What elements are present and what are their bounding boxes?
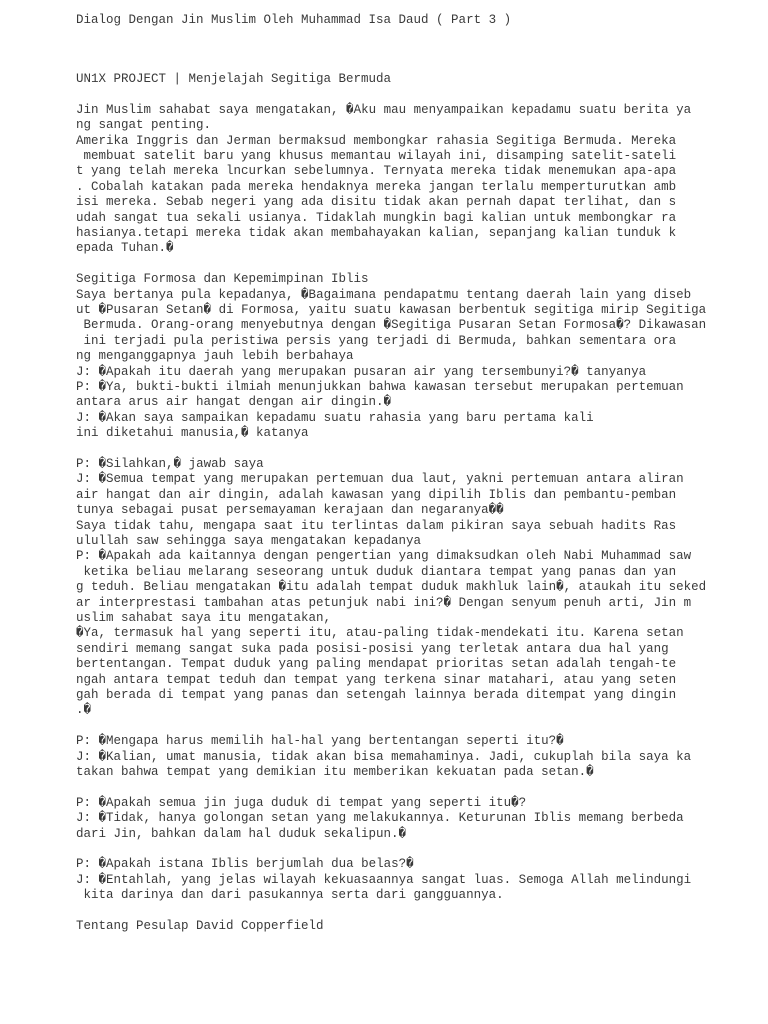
text-line: J: �Apakah itu daerah yang merupakan pusaran air yang tersembunyi?� tanyanya	[76, 364, 647, 379]
text-line: uslim sahabat saya itu mengatakan,	[76, 611, 332, 625]
text-line: sendiri memang sangat suka pada posisi-posisi yang terletak antara dua hal yang	[76, 641, 669, 656]
text-line: ini terjadi pula peristiwa persis yang terjadi di Bermuda, bahkan sementara ora	[76, 333, 677, 348]
text-line: UN1X PROJECT | Menjelajah Segitiga Bermuda	[76, 72, 392, 86]
text-line: g teduh. Beliau mengatakan �itu adalah tempat duduk makhluk lain�, ataukah itu seked	[76, 580, 707, 595]
text-line: takan bahwa tempat yang demikian itu memberikan kekuatan pada setan.�	[76, 765, 594, 779]
text-line: J: �Entahlah, yang jelas wilayah kekuasaannya sangat luas. Semoga Allah melindungi	[76, 872, 692, 887]
text-line: ut �Pusaran Setan� di Formosa, yaitu suatu kawasan berbentuk segitiga mirip Segitiga	[76, 303, 707, 317]
text-line: J: �Semua tempat yang merupakan pertemuan dua laut, yakni pertemuan antara aliran	[76, 472, 684, 487]
text-line: Bermuda. Orang-orang menyebutnya dengan �Segitiga Pusaran Setan Formosa�? Dikawasan	[76, 318, 707, 333]
text-line: ng sangat penting.	[76, 118, 212, 133]
text-line: .�	[76, 703, 92, 718]
text-line: Amerika Inggris dan Jerman bermaksud membongkar rahasia Segitiga Bermuda. Mereka	[76, 133, 677, 148]
text-line: t yang telah mereka lncurkan sebelumnya. Ternyata mereka tidak menemukan apa-apa	[76, 164, 677, 179]
text-line: hasianya.tetapi mereka tidak akan membahayakan kalian, sepanjang kalian tunduk k	[76, 226, 677, 240]
text-line: epada Tuhan.�	[76, 241, 174, 256]
text-line: ngah antara tempat teduh dan tempat yang terkena sinar matahari, atau yang seten	[76, 672, 677, 687]
text-line: Saya tidak tahu, mengapa saat itu terlintas dalam pikiran saya sebuah hadits Ras	[76, 518, 677, 533]
text-line: P: �Apakah semua jin juga duduk di tempat yang seperti itu�?	[76, 795, 527, 810]
text-line: tunya sebagai pusat persemayaman kerajaan dan negaranya��	[76, 503, 504, 518]
text-line: ini diketahui manusia,� katanya	[76, 426, 309, 441]
text-line: gah berada di tempat yang panas dan setengah lainnya berada ditempat yang dingin	[76, 688, 677, 702]
text-line: Segitiga Formosa dan Kepemimpinan Iblis	[76, 272, 369, 287]
document-title: Dialog Dengan Jin Muslim Oleh Muhammad Isa Daud ( Part 3 )	[76, 13, 512, 27]
text-line: bertentangan. Tempat duduk yang paling mendapat prioritas setan adalah tengah-te	[76, 657, 677, 672]
text-line: kita darinya dan dari pasukannya serta dari gangguannya.	[76, 888, 504, 903]
text-line: P: �Ya, bukti-bukti ilmiah menunjukkan bahwa kawasan tersebut merupakan pertemuan	[76, 380, 684, 394]
text-line: P: �Apakah ada kaitannya dengan pengertian yang dimaksudkan oleh Nabi Muhammad saw	[76, 549, 692, 564]
text-line: ar interprestasi tambahan atas petunjuk nabi ini?� Dengan senyum penuh arti, Jin m	[76, 595, 692, 610]
text-line: Tentang Pesulap David Copperfield	[76, 919, 324, 933]
text-line: P: �Mengapa harus memilih hal-hal yang bertentangan seperti itu?�	[76, 734, 564, 749]
text-line: . Cobalah katakan pada mereka hendaknya mereka jangan terlalu memperturutkan amb	[76, 179, 677, 194]
text-line: �Ya, termasuk hal yang seperti itu, atau-paling tidak-mendekati itu. Karena setan	[76, 626, 684, 641]
text-line: Saya bertanya pula kepadanya, �Bagaimana pendapatmu tentang daerah lain yang diseb	[76, 287, 692, 302]
text-line: isi mereka. Sebab negeri yang ada disitu tidak akan pernah dapat terlihat, dan s	[76, 195, 677, 210]
text-line: udah sangat tua sekali usianya. Tidaklah mungkin bagi kalian untuk membongkar ra	[76, 210, 677, 225]
text-line: ketika beliau melarang seseorang untuk duduk diantara tempat yang panas dan yan	[76, 564, 677, 579]
text-line: ulullah saw sehingga saya mengatakan kepadanya	[76, 534, 422, 548]
text-line: P: �Apakah istana Iblis berjumlah dua belas?�	[76, 857, 414, 872]
text-line: J: �Akan saya sampaikan kepadamu suatu rahasia yang baru pertama kali	[76, 410, 594, 425]
text-line: P: �Silahkan,� jawab saya	[76, 457, 264, 471]
text-line: Jin Muslim sahabat saya mengatakan, �Aku mau menyampaikan kepadamu suatu berita ya	[76, 102, 692, 117]
text-line: air hangat dan air dingin, adalah kawasan yang dipilih Iblis dan pembantu-pemban	[76, 487, 677, 502]
text-line: membuat satelit baru yang khusus memantau wilayah ini, disamping satelit-sateli	[76, 149, 677, 163]
text-line: J: �Kalian, umat manusia, tidak akan bisa memahaminya. Jadi, cukuplah bila saya ka	[76, 749, 692, 764]
text-line: antara arus air hangat dengan air dingin.�	[76, 395, 392, 410]
text-line: dari Jin, bahkan dalam hal duduk sekalipun.�	[76, 826, 407, 841]
text-line: ng menganggapnya jauh lebih berbahaya	[76, 349, 354, 364]
text-line: J: �Tidak, hanya golongan setan yang melakukannya. Keturunan Iblis memang berbeda	[76, 811, 684, 826]
